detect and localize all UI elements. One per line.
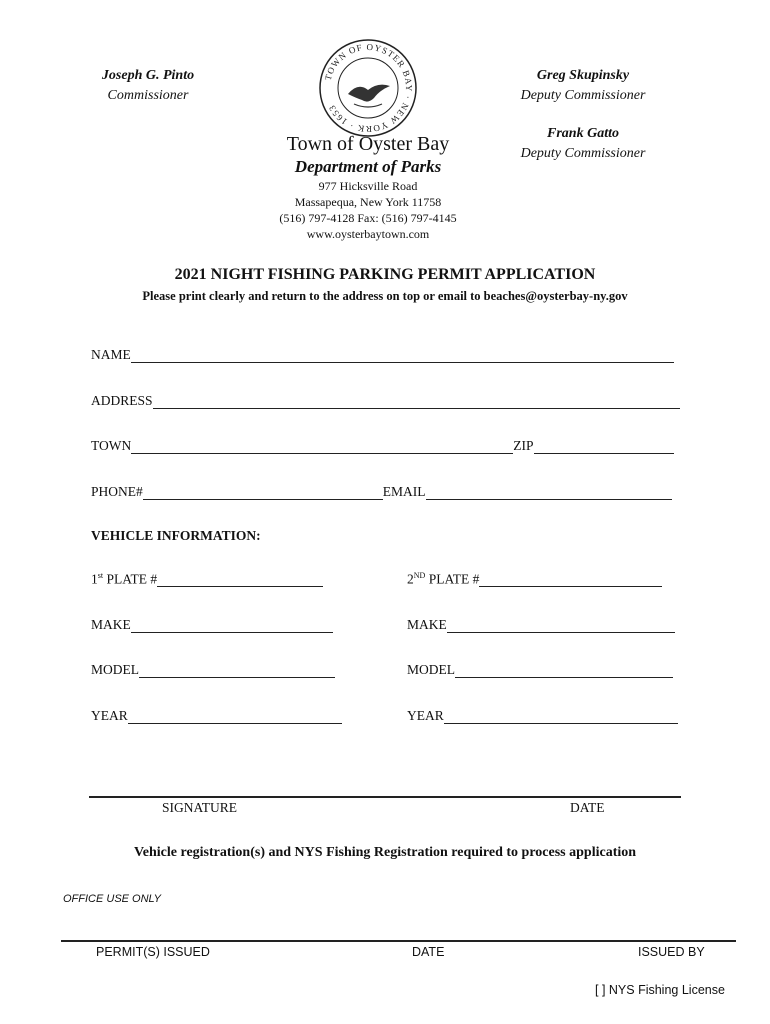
email-label: EMAIL xyxy=(382,484,426,499)
make2-input-line[interactable] xyxy=(447,619,675,633)
address-line-city: Massapequa, New York 11758 xyxy=(294,195,442,209)
zip-label: ZIP xyxy=(513,438,534,453)
address-line-street: 977 Hicksville Road xyxy=(318,179,418,193)
phone-email-field[interactable] xyxy=(91,482,672,500)
plate1-label: 1st PLATE # xyxy=(91,570,158,586)
address-line-phone: (516) 797-4128 Fax: (516) 797-4145 xyxy=(279,211,457,225)
deputy-commissioner-name-2: Frank Gatto xyxy=(547,126,619,141)
address-label: ADDRESS xyxy=(91,393,153,408)
plate1-input-line[interactable] xyxy=(157,573,323,587)
model1-label: MODEL xyxy=(91,662,139,677)
commissioner-block xyxy=(88,66,208,106)
model1-field[interactable] xyxy=(91,660,335,678)
department-name: Department of Parks xyxy=(294,157,442,176)
year2-field[interactable] xyxy=(407,706,678,724)
make2-field[interactable] xyxy=(407,615,675,633)
town-input-line[interactable] xyxy=(131,440,513,454)
issued-by-label: ISSUED BY xyxy=(638,945,705,959)
office-date-label: DATE xyxy=(412,945,445,959)
plate1-field[interactable] xyxy=(91,569,323,587)
model2-input-line[interactable] xyxy=(455,664,673,678)
deputy-commissioner-block-1 xyxy=(508,66,658,106)
name-input-line[interactable] xyxy=(131,349,674,363)
year2-label: YEAR xyxy=(407,708,444,723)
permits-issued-label: PERMIT(S) ISSUED xyxy=(96,945,210,959)
signature-date-label: DATE xyxy=(570,800,605,815)
commissioner-name: Joseph G. Pinto xyxy=(101,68,195,83)
address-field[interactable] xyxy=(91,391,680,409)
address-line-website: www.oysterbaytown.com xyxy=(306,227,430,241)
deputy-commissioner-name-1: Greg Skupinsky xyxy=(536,68,630,83)
deputy-commissioner-title-2: Deputy Commissioner xyxy=(520,146,646,161)
vehicle-info-heading: VEHICLE INFORMATION: xyxy=(91,528,261,543)
plate2-input-line[interactable] xyxy=(479,573,662,587)
model1-input-line[interactable] xyxy=(139,664,335,678)
email-input-line[interactable] xyxy=(426,486,672,500)
name-field[interactable] xyxy=(91,345,674,363)
year1-input-line[interactable] xyxy=(128,710,342,724)
requirement-note: Vehicle registration(s) and NYS Fishing Registration required to process application xyxy=(133,845,637,860)
plate2-label: 2ND PLATE # xyxy=(407,570,480,586)
nys-fishing-license-checkbox[interactable]: [ ] NYS Fishing License xyxy=(595,983,725,997)
zip-input-line[interactable] xyxy=(534,440,674,454)
department-block xyxy=(262,132,474,242)
deputy-commissioner-block-2 xyxy=(508,124,658,164)
make1-field[interactable] xyxy=(91,615,333,633)
make2-label: MAKE xyxy=(407,617,447,632)
svg-text:TOWN OF OYSTER BAY · NEW YORK: TOWN OF OYSTER BAY · NEW YORK · 1653 xyxy=(322,41,415,135)
name-label: NAME xyxy=(91,347,131,362)
town-seal-logo xyxy=(318,38,418,138)
phone-label: PHONE# xyxy=(91,484,143,499)
plate2-field[interactable] xyxy=(407,569,662,587)
form-subtitle: Please print clearly and return to the address on top or email to beaches@oysterbay-ny.gov xyxy=(142,289,628,303)
model2-label: MODEL xyxy=(407,662,455,677)
town-label: TOWN xyxy=(91,438,132,453)
office-use-line xyxy=(61,940,736,942)
signature-line[interactable] xyxy=(89,796,681,798)
model2-field[interactable] xyxy=(407,660,673,678)
deputy-commissioner-title-1: Deputy Commissioner xyxy=(520,88,646,103)
year2-input-line[interactable] xyxy=(444,710,678,724)
year1-label: YEAR xyxy=(91,708,128,723)
address-input-line[interactable] xyxy=(153,395,680,409)
make1-input-line[interactable] xyxy=(131,619,333,633)
signature-label: SIGNATURE xyxy=(162,800,238,815)
make1-label: MAKE xyxy=(91,617,131,632)
town-name: Town of Oyster Bay xyxy=(286,133,450,155)
town-field[interactable] xyxy=(91,436,674,454)
phone-input-line[interactable] xyxy=(143,486,383,500)
form-title: 2021 NIGHT FISHING PARKING PERMIT APPLICATION xyxy=(174,266,596,283)
year1-field[interactable] xyxy=(91,706,342,724)
office-use-heading: OFFICE USE ONLY xyxy=(63,893,162,905)
commissioner-title: Commissioner xyxy=(107,88,189,103)
